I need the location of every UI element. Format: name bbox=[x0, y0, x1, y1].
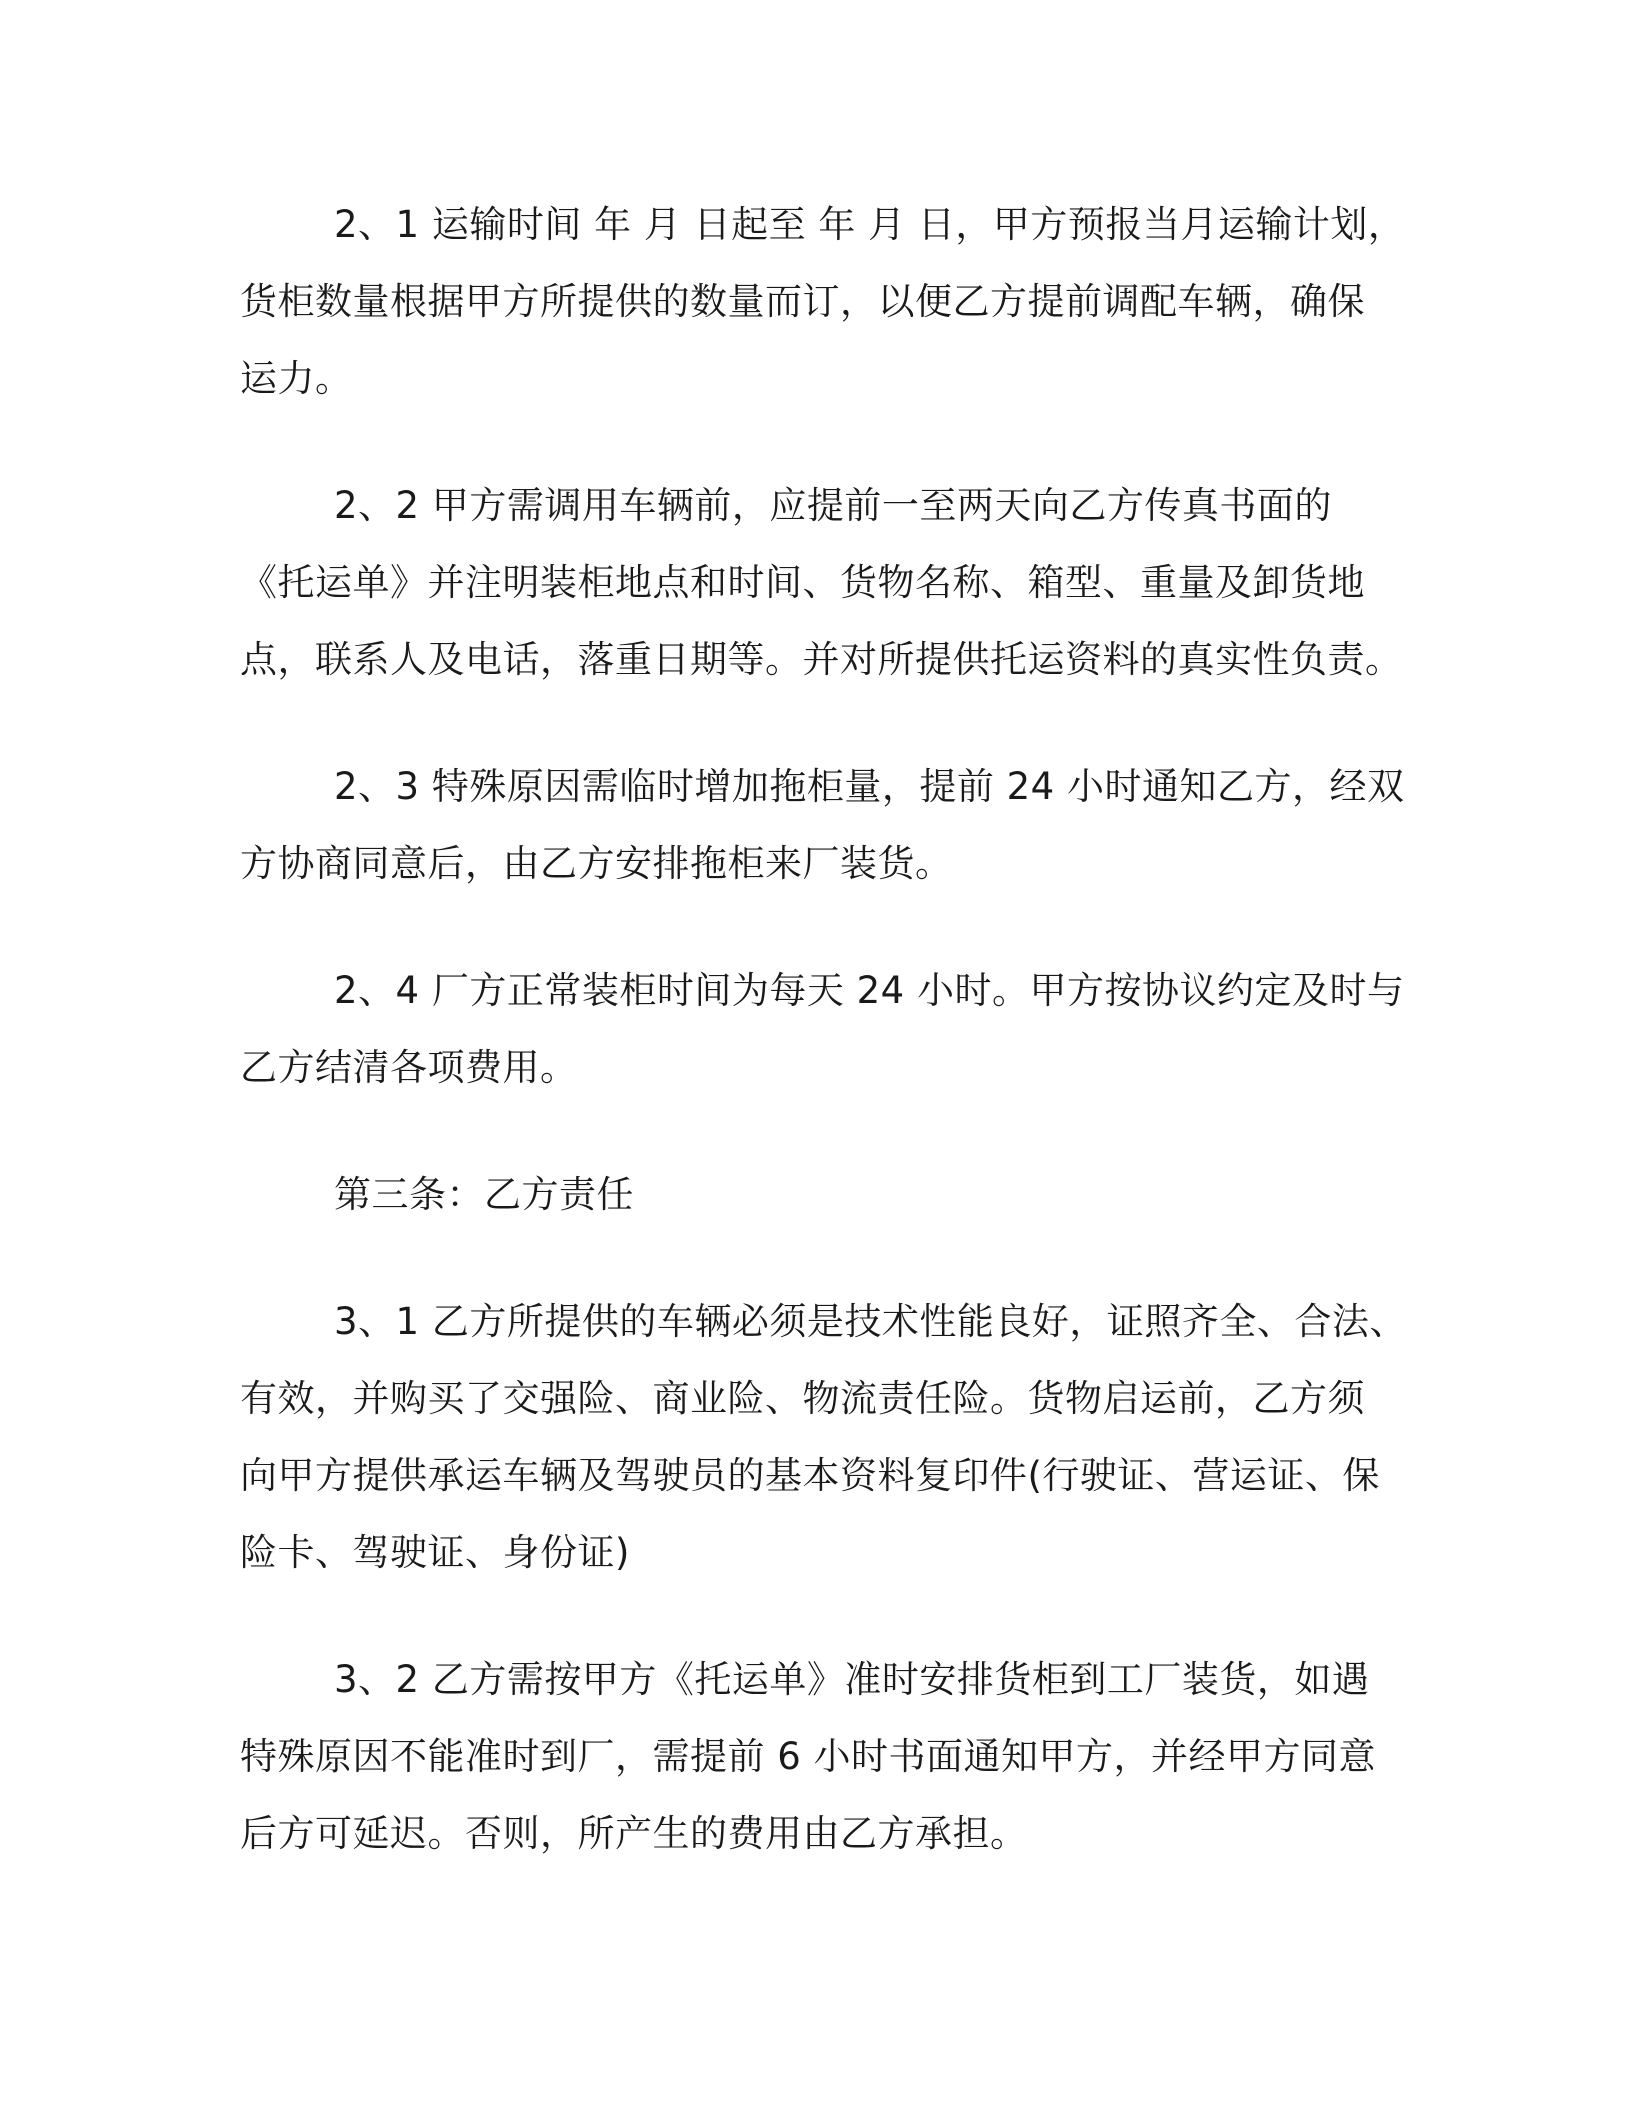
text-line: 2、4 厂方正常装柜时间为每天 24 小时。甲方按协议约定及时与 bbox=[334, 969, 1405, 1012]
text-line: 2、1 运输时间 年 月 日起至 年 月 日，甲方预报当月运输计划， bbox=[334, 203, 1406, 246]
text-line: 特殊原因不能准时到厂，需提前 6 小时书面通知甲方，并经甲方同意 bbox=[240, 1735, 1377, 1778]
text-line: 乙方结清各项费用。 bbox=[240, 1046, 578, 1089]
text-line: 2、2 甲方需调用车辆前，应提前一至两天向乙方传真书面的 bbox=[334, 484, 1332, 527]
clause-2-2 bbox=[240, 467, 1403, 698]
text-line: 险卡、驾驶证、身份证) bbox=[240, 1531, 630, 1574]
clause-2-3 bbox=[240, 748, 1405, 902]
section-heading-article-3: 第三条：乙方责任 bbox=[334, 1173, 634, 1216]
text-line: 点，联系人及电话，落重日期等。并对所提供托运资料的真实性负责。 bbox=[240, 638, 1403, 681]
text-line: 有效，并购买了交强险、商业险、物流责任险。货物启运前，乙方须 bbox=[240, 1377, 1365, 1420]
text-line: 3、1 乙方所提供的车辆必须是技术性能良好，证照齐全、合法、 bbox=[334, 1300, 1407, 1343]
text-line: 2、3 特殊原因需临时增加拖柜量，提前 24 小时通知乙方，经双 bbox=[334, 765, 1405, 808]
text-line: 向甲方提供承运车辆及驾驶员的基本资料复印件(行驶证、营运证、保 bbox=[240, 1454, 1380, 1497]
text-line: 货柜数量根据甲方所提供的数量而订，以便乙方提前调配车辆，确保 bbox=[240, 280, 1365, 323]
text-line: 3、2 乙方需按甲方《托运单》准时安排货柜到工厂装货，如遇 bbox=[334, 1658, 1370, 1701]
document-page bbox=[240, 186, 1407, 1922]
clause-2-4 bbox=[240, 952, 1405, 1106]
text-line: 后方可延迟。否则，所产生的费用由乙方承担。 bbox=[240, 1812, 1028, 1855]
clause-3-2 bbox=[240, 1641, 1395, 1872]
clause-3-1 bbox=[240, 1283, 1407, 1591]
clause-2-1 bbox=[240, 186, 1406, 417]
text-line: 方协商同意后，由乙方安排拖柜来厂装货。 bbox=[240, 842, 953, 885]
text-line: 运力。 bbox=[240, 357, 353, 400]
text-line: 《托运单》并注明装柜地点和时间、货物名称、箱型、重量及卸货地 bbox=[240, 561, 1365, 604]
